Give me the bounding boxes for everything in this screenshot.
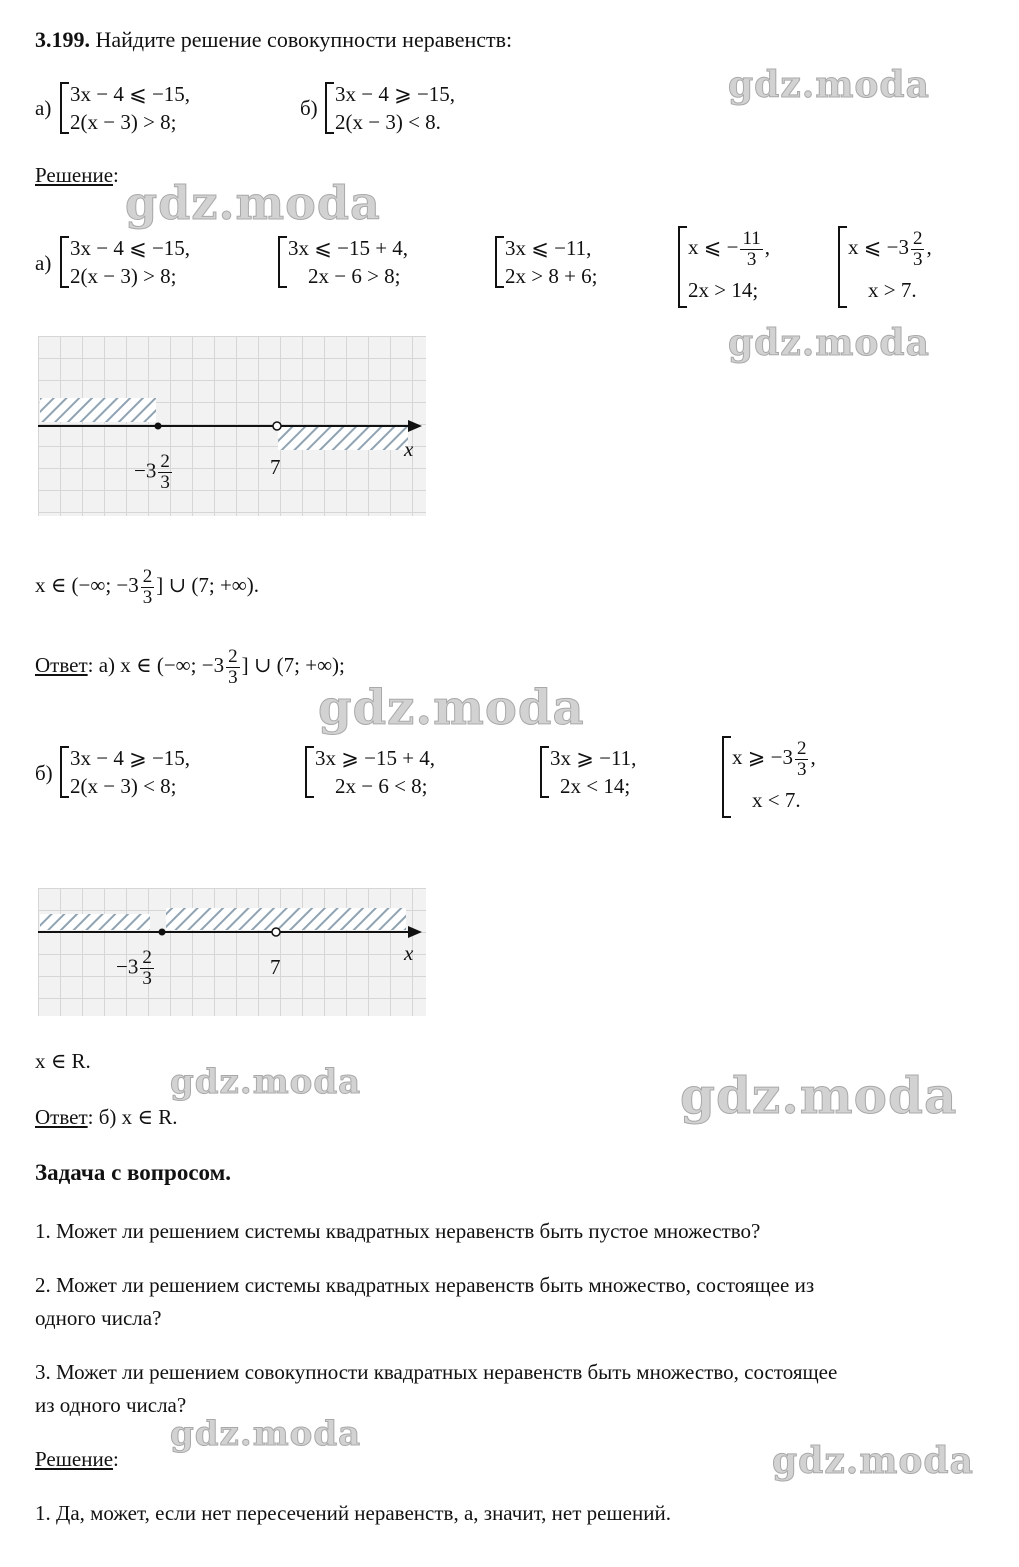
answer-b: Ответ: б) x ∈ R.	[35, 1105, 178, 1129]
watermark-logo: gdz.moda	[728, 322, 930, 364]
question-2-cont: одного числа?	[35, 1306, 162, 1330]
task-b-system	[325, 80, 455, 136]
watermark-logo: gdz.moda	[772, 1440, 974, 1482]
question-title: Задача с вопросом.	[35, 1160, 232, 1185]
watermark-logo: gdz.moda	[728, 64, 930, 106]
graph-a-svg	[38, 336, 426, 516]
question-3-cont: из одного числа?	[35, 1393, 187, 1417]
part-a-step-5: x ⩽ −3 $\frac{2}{3}$ , x > 7.	[838, 224, 978, 310]
graph-b-left-label: −3 $\frac{2}{3}$	[116, 947, 152, 989]
task-header	[35, 27, 512, 53]
graph-b-right-label: 7	[270, 955, 281, 979]
question-2: 2. Может ли решением системы квадратных неравенств быть множество, состоящее из	[35, 1273, 815, 1297]
task-b-row-2: 2(x − 3) < 8.	[335, 110, 441, 134]
watermark-logo: gdz.moda	[680, 1066, 958, 1125]
graph-a-right-label: 7	[270, 455, 281, 479]
watermark-logo: gdz.moda	[125, 176, 381, 230]
graph-a-hatch-right	[278, 426, 408, 450]
task-a-label: а)	[35, 96, 52, 120]
part-a-step-1: 3x − 4 ⩽ −15, 2(x − 3) > 8;	[60, 234, 190, 290]
part-b-step-1: 3x − 4 ⩾ −15, 2(x − 3) < 8;	[60, 744, 190, 800]
part-a-step-4: x ⩽ − $\frac{11}{3}$ , 2x > 14;	[678, 224, 818, 310]
graph-a-hatch-left	[40, 398, 156, 422]
part-b-label: б)	[35, 761, 53, 785]
graph-b-arrow-icon	[408, 926, 422, 938]
answer-a: Ответ: а) x ∈ (−∞; −3 $\frac{2}{3}$ ] ∪ (7; +∞);	[35, 645, 345, 688]
task-a-row-1: 3x − 4 ⩽ −15,	[70, 82, 191, 106]
graph-a-point-right	[273, 422, 281, 430]
graph-b-hatch-right	[166, 908, 406, 930]
answer-line-1: 1. Да, может, если нет пересечений неравенств, а, значит, нет решений.	[35, 1501, 671, 1525]
graph-b-svg	[38, 888, 426, 1016]
solution-heading: Решение:	[35, 163, 119, 187]
watermark-logo: gdz.moda	[318, 680, 585, 736]
question-1: 1. Может ли решением системы квадратных неравенств быть пустое множество?	[35, 1219, 761, 1243]
task-number: 3.199.	[35, 27, 90, 52]
result-a: x ∈ (−∞; −3 $\frac{2}{3}$ ] ∪ (7; +∞).	[35, 565, 260, 608]
task-b-label: б)	[300, 96, 318, 120]
task-a-row-2: 2(x − 3) > 8;	[70, 110, 177, 134]
watermark-logo: gdz.moda	[170, 1062, 362, 1102]
number-line-graph-b	[38, 888, 426, 1016]
task-b-row-1: 3x − 4 ⩾ −15,	[335, 82, 456, 106]
result-b: x ∈ R.	[35, 1049, 91, 1073]
part-b-step-4: x ⩾ −3 $\frac{2}{3}$ , x < 7.	[722, 734, 862, 820]
graph-a-axis-label: x	[404, 437, 414, 461]
graph-a-left-label: −3 $\frac{2}{3}$	[134, 451, 170, 493]
question-3: 3. Может ли решением совокупности квадратных неравенств быть множество, состоящее	[35, 1360, 838, 1384]
solution2-heading: Решение:	[35, 1447, 119, 1471]
part-a-label: а)	[35, 251, 52, 275]
graph-b-point-left	[159, 929, 166, 936]
number-line-graph-a	[38, 336, 426, 516]
watermark-logo: gdz.moda	[170, 1414, 362, 1454]
graph-a-arrow-icon	[408, 420, 422, 432]
part-a-step-2: 3x ⩽ −15 + 4, 2x − 6 > 8;	[278, 234, 408, 290]
graph-a-point-left	[155, 423, 162, 430]
graph-b-hatch-left	[40, 914, 150, 930]
task-text: Найдите решение совокупности неравенств:	[95, 27, 513, 52]
graph-b-point-right	[272, 928, 280, 936]
part-b-step-2: 3x ⩾ −15 + 4, 2x − 6 < 8;	[305, 744, 435, 800]
task-a-system	[60, 80, 190, 136]
graph-b-axis-label: x	[404, 941, 414, 965]
part-b-step-3: 3x ⩾ −11, 2x < 14;	[540, 744, 636, 800]
part-a-step-3: 3x ⩽ −11, 2x > 8 + 6;	[495, 234, 598, 290]
